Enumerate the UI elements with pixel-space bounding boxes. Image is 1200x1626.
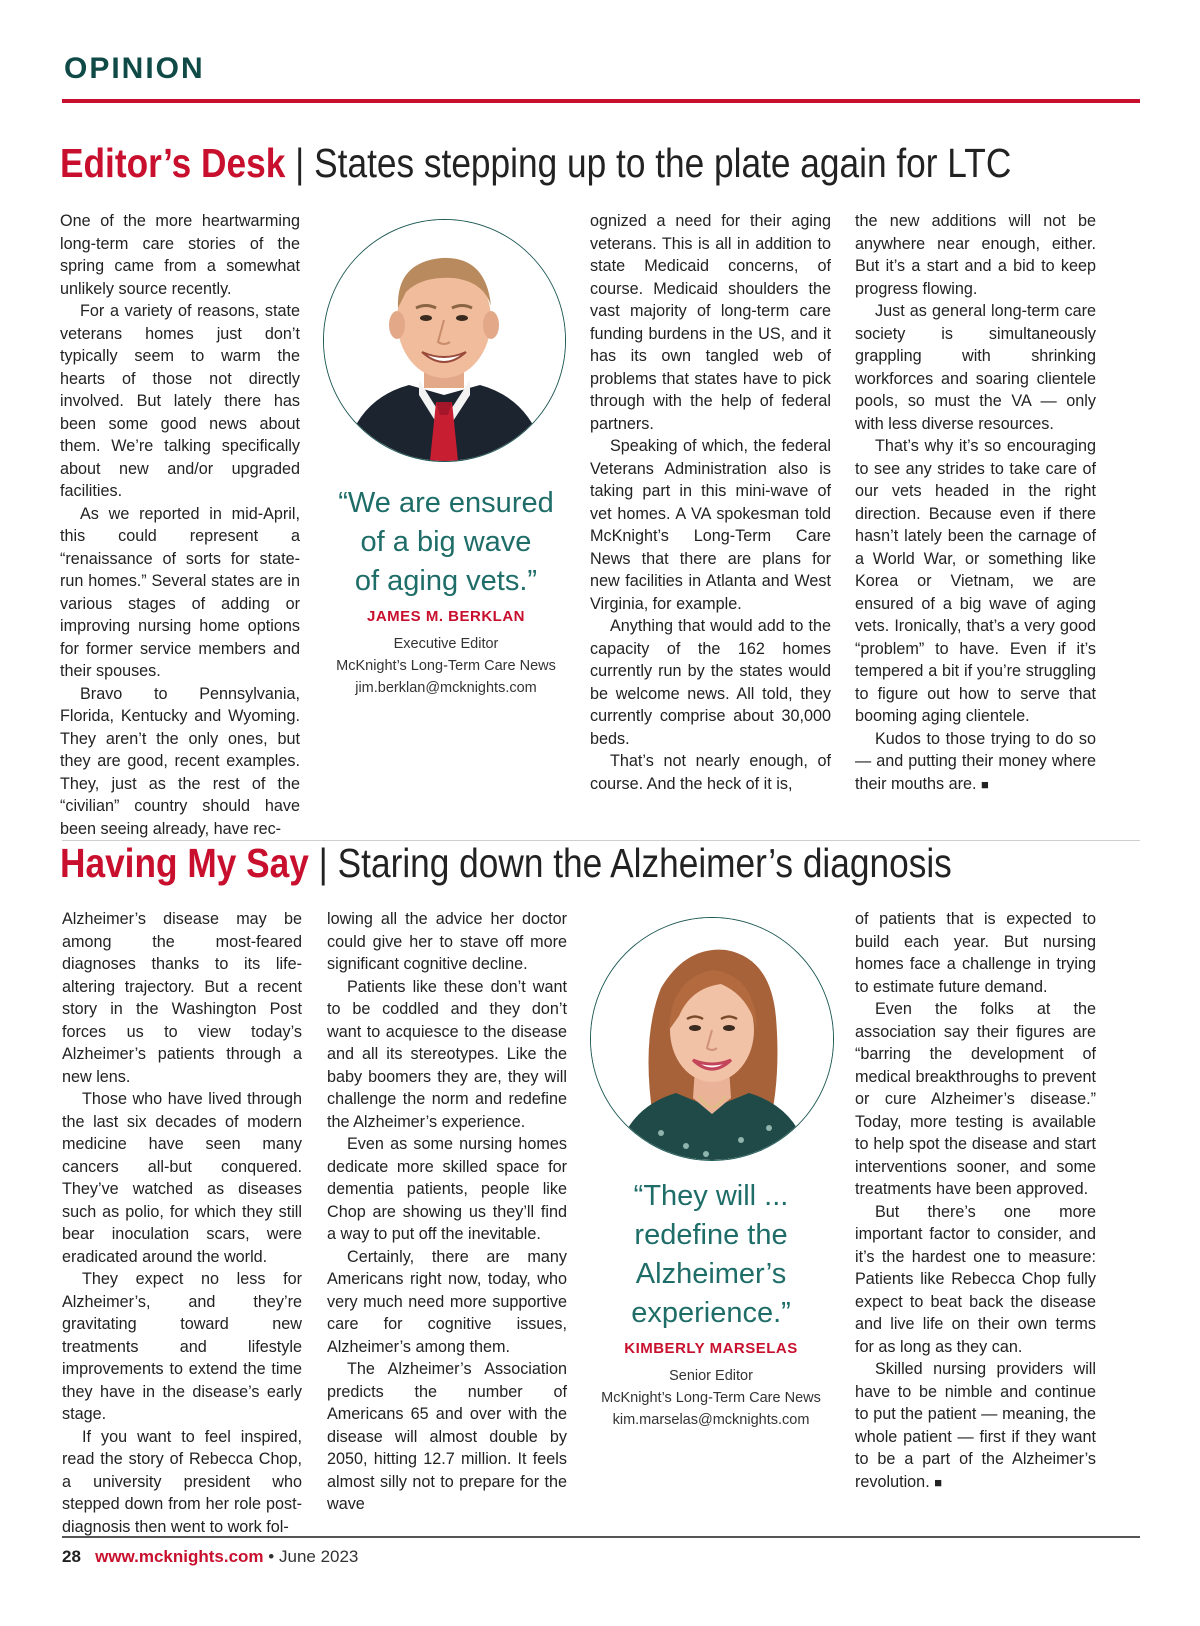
paragraph: Just as general long-term care society is simultaneously grappling with shrinking workforces and soaring clientele pools, so must the VA — only with less diverse resources.: [855, 302, 1096, 433]
paragraph: But there’s one more important factor to consider, and it’s the hardest one to measure: Patients like Rebecca Chop fully expect to beat back the disease and live life on their own terms for as long as they can.: [855, 1202, 1096, 1356]
article1-author: JAMES M. BERKLAN: [366, 608, 525, 625]
paragraph: For a variety of reasons, state veterans homes just don’t typically seem to warm the hearts of those not directly involved. But lately there has been some good news about them. We’re talking specifically about new and/or upgraded facilities.: [60, 302, 300, 500]
end-mark-icon: ■: [980, 776, 989, 792]
pull-quote-line: redefine the: [634, 1219, 788, 1251]
paragraph: As we reported in mid-April, this could represent a “renaissance of sorts for state-run homes.” Several states are in various stages of adding or improving nursing home options for former service members and their spouses.: [60, 504, 300, 680]
article2-title: Staring down the Alzheimer’s diagnosis: [337, 840, 952, 886]
footer-url[interactable]: www.mcknights.com: [95, 1547, 264, 1566]
paragraph: They expect no less for Alzheimer’s, and they’re gravitating toward new treatments and lifestyle improvements to extend the time they have in the disease’s early stage.: [62, 1270, 302, 1423]
article2-separator: |: [318, 840, 328, 886]
paragraph: The Alzheimer’s Association predicts the number of Americans 65 and over with the disease will almost double by 2050, hitting 12.7 million. It feels almost silly not to prepare for the wave: [327, 1360, 567, 1513]
section-rule: [62, 99, 1140, 103]
author-email[interactable]: kim.marselas@mcknights.com: [612, 1412, 810, 1428]
paragraph: the new additions will not be anywhere near enough, either. But it’s a start and a bid to keep progress flowing.: [855, 212, 1096, 298]
paragraph: That’s not nearly enough, of course. And the heck of it is,: [590, 752, 831, 793]
article2-kicker: Having My Say: [60, 840, 309, 886]
footer-bullet: •: [268, 1547, 275, 1566]
author-publication: McKnight’s Long-Term Care News: [601, 1390, 821, 1406]
pull-quote-line: Alzheimer’s: [635, 1258, 787, 1290]
paragraph: ognized a need for their aging veterans. This is all in addition to state Medicaid concerns, of course. Medicaid shoulders the vast majority of long-term care funding burdens in the US, and it has its own tangled web of problems that states have to pick through with the help of federal partners.: [590, 212, 831, 433]
article2-pull-quote: [586, 1177, 836, 1333]
article1-author-bio: [318, 633, 574, 699]
footer-rule: [62, 1536, 1140, 1538]
end-mark-icon: ■: [934, 1474, 943, 1490]
paragraph-last: [855, 1358, 1096, 1494]
paragraph: Even the folks at the association say their figures are “barring the development of medical breakthroughs to prevent or cure Alzheimer’s disease.” Today, more testing is available to help spot the disease and start interventions sooner, and some treatments have been approved.: [855, 1000, 1096, 1198]
author-title: Senior Editor: [669, 1368, 753, 1384]
author-title: Executive Editor: [393, 636, 499, 652]
pull-quote-line: experience.”: [631, 1297, 791, 1329]
footer-date: June 2023: [278, 1547, 359, 1566]
paragraph: If you want to feel inspired, read the story of Rebecca Chop, a university president who stepped down from her role post-diagnosis then went to work fol-: [62, 1427, 302, 1536]
article2-column-1: [62, 908, 302, 1538]
pull-quote-line: “We are ensured: [338, 487, 554, 519]
paragraph: of patients that is expected to build each year. But nursing homes face a challenge in trying to estimate future demand.: [855, 910, 1096, 996]
page-footer: [62, 1547, 358, 1567]
page-number: 28: [62, 1547, 81, 1566]
paragraph: lowing all the advice her doctor could give her to stave off more significant cognitive decline.: [327, 910, 567, 973]
section-label: OPINION: [64, 52, 205, 85]
paragraph: Alzheimer’s disease may be among the most-feared diagnoses thanks to its life-altering trajectory. But a recent story in the Washington Post forces us to view today’s Alzheimer’s patients through a new lens.: [62, 910, 302, 1086]
article1-pull-quote: [318, 484, 574, 601]
article1-title: States stepping up to the plate again for LTC: [314, 140, 1012, 186]
author-email[interactable]: jim.berklan@mcknights.com: [355, 680, 537, 696]
article2-author-bio: [586, 1365, 836, 1431]
article1-column-1: [60, 210, 300, 840]
paragraph: Those who have lived through the last six decades of modern medicine have seen many cancers all-but conquered. They’ve watched as diseases such as polio, for which they still bear inoculation scars, were eradicated around the world.: [62, 1090, 302, 1266]
author-portrait-berklan: [323, 219, 566, 462]
paragraph: Certainly, there are many Americans right now, today, who very much need more supportive care for cognitive issues, Alzheimer’s among them.: [327, 1247, 567, 1356]
paragraph: Even as some nursing homes dedicate more skilled space for dementia patients, people like Chop are showing us they’ll find a way to put off the inevitable.: [327, 1135, 567, 1243]
paragraph: Anything that would add to the capacity of the 162 homes currently run by the states would be welcome news. All told, they currently comprise about 30,000 beds.: [590, 617, 831, 748]
paragraph-text: Kudos to those trying to do so — and putting their money where their mouths are.: [855, 729, 1096, 793]
paragraph: Speaking of which, the federal Veterans Administration also is taking part in this mini-wave of vet homes. A VA spokesman told McKnight’s Long-Term Care News that there are plans for new facilities in Atlanta and West Virginia, for example.: [590, 437, 831, 613]
article2-headline: [60, 840, 952, 887]
author-publication: McKnight’s Long-Term Care News: [336, 658, 556, 674]
article1-column-3: [590, 210, 831, 795]
article2-column-2: [327, 908, 567, 1516]
pull-quote-line: of a big wave: [360, 526, 532, 558]
article2-author: KIMBERLY MARSELAS: [624, 1340, 798, 1357]
article1-separator: |: [295, 140, 305, 186]
article1-column-4: [855, 210, 1096, 796]
paragraph: One of the more heartwarming long-term care stories of the spring came from a somewhat unlikely source recently.: [60, 212, 300, 298]
article2-column-4: [855, 908, 1096, 1494]
pull-quote-line: of aging vets.”: [354, 565, 538, 597]
article1-kicker: Editor’s Desk: [60, 140, 286, 186]
paragraph: Bravo to Pennsylvania, Florida, Kentucky and Wyoming. They aren’t the only ones, but they are good, recent examples. They, just as the rest of the “civilian” country should have been seeing already, have rec-: [60, 684, 300, 838]
paragraph: That’s why it’s so encouraging to see any strides to take care of our vets headed in the right direction. Because even if there hasn’t lately been the carnage of a World War, or something like Korea or Vietnam, we are ensured of a big wave of aging vets. Ironically, that’s a very good “problem” to have. Even if it’s tempered a bit if you’re struggling to figure out how to serve that booming aging clientele.: [855, 437, 1096, 725]
author-portrait-marselas: [590, 917, 834, 1161]
pull-quote-line: “They will ...: [633, 1180, 789, 1212]
article1-headline: [60, 140, 1011, 187]
paragraph-text: Skilled nursing providers will have to be nimble and continue to put the patient — meaning, the whole patient — first if they want to be a part of the Alzheimer’s revolution.: [855, 1360, 1096, 1491]
paragraph: Patients like these don’t want to be coddled and they don’t want to acquiesce to the disease and all its stereotypes. Like the baby boomers they are, they will challenge the norm and redefine the Alzheimer’s experience.: [327, 977, 567, 1131]
paragraph-last: [855, 728, 1096, 797]
